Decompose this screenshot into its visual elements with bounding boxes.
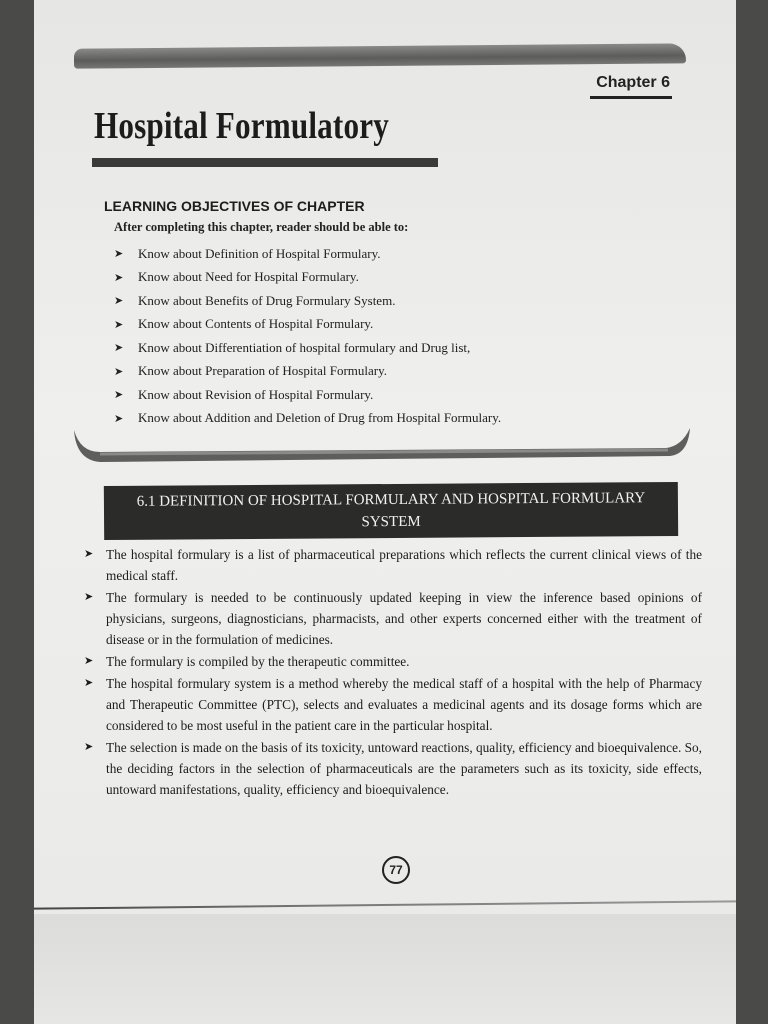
list-item: ➤ The selection is made on the basis of its toxicity, untoward reactions, quality, efficiency and bioequivalence. So, the deciding factors in the selection of pharmaceuticals are the parameters such as its toxicity, side effects, untoward manifestations, quality, efficiency and bioequivalence. [84,737,702,800]
document-page [34,0,736,1024]
list-item: ➤ Know about Differentiation of hospital formulary and Drug list, [114,339,471,355]
list-item: ➤ Know about Preparation of Hospital Formulary. [114,363,387,379]
list-item: ➤ The hospital formulary system is a method whereby the medical staff of a hospital with the help of Pharmacy and Therapeutic Committee (PTC), selects and evaluates a medicinal agents and its dosage forms which are considered to be most useful in the patient care in the particular hospital. [84,673,702,736]
section-heading-line2: SYSTEM [361,513,421,531]
list-item: ➤ Know about Revision of Hospital Formulary. [114,386,374,402]
arrowhead-bullet-icon: ➤ [84,677,94,689]
arrowhead-bullet-icon: ➤ [114,342,124,355]
page-title: Hospital Formulatory [94,105,389,147]
arrowhead-bullet-icon: ➤ [114,271,124,284]
arrowhead-bullet-icon: ➤ [84,591,94,603]
arrowhead-bullet-icon: ➤ [114,412,124,425]
arrowhead-bullet-icon: ➤ [114,295,124,308]
list-item: ➤ Know about Addition and Deletion of Drug from Hospital Formulary. [114,410,502,426]
list-item: ➤ The formulary is needed to be continuously updated keeping in view the inference based opinions of physicians, surgeons, diagnosticians, pharmacists, and other experts concerned either with the treatment of disease or in the formulation of medicines. [84,587,702,650]
arrowhead-bullet-icon: ➤ [114,248,124,261]
chapter-underline [590,96,672,99]
arrowhead-bullet-icon: ➤ [84,741,94,753]
top-decorative-band [74,43,686,68]
arrowhead-bullet-icon: ➤ [84,548,94,560]
bottom-decorative-band [70,424,692,468]
list-item: ➤ Know about Contents of Hospital Formulary. [114,316,374,332]
section-heading [104,482,678,540]
title-underline-bar [92,158,438,167]
list-item: ➤ Know about Benefits of Drug Formulary System. [114,292,396,308]
list-item: ➤ The hospital formulary is a list of pharmaceutical preparations which reflects the current clinical views of the medical staff. [84,544,702,586]
section-body [84,544,702,801]
section-heading-line1: 6.1 DEFINITION OF HOSPITAL FORMULARY AND HOSPITAL FORMULARY [136,490,646,510]
page-number: 77 [382,856,410,884]
learning-objectives-intro: After completing this chapter, reader should be able to: [114,220,409,234]
arrowhead-bullet-icon: ➤ [84,655,94,667]
arrowhead-bullet-icon: ➤ [114,365,124,378]
chapter-label: Chapter 6 [596,74,670,91]
arrowhead-bullet-icon: ➤ [114,318,124,331]
arrowhead-bullet-icon: ➤ [114,389,124,402]
list-item: ➤ Know about Need for Hospital Formulary. [114,269,359,285]
page-bottom-shadow [34,914,736,1024]
learning-objectives-heading: LEARNING OBJECTIVES OF CHAPTER [104,198,365,214]
page-bottom-rule [34,900,736,909]
list-item: ➤ The formulary is compiled by the therapeutic committee. [84,651,702,672]
list-item: ➤ Know about Definition of Hospital Formulary. [114,245,381,261]
objectives-list [114,242,674,430]
